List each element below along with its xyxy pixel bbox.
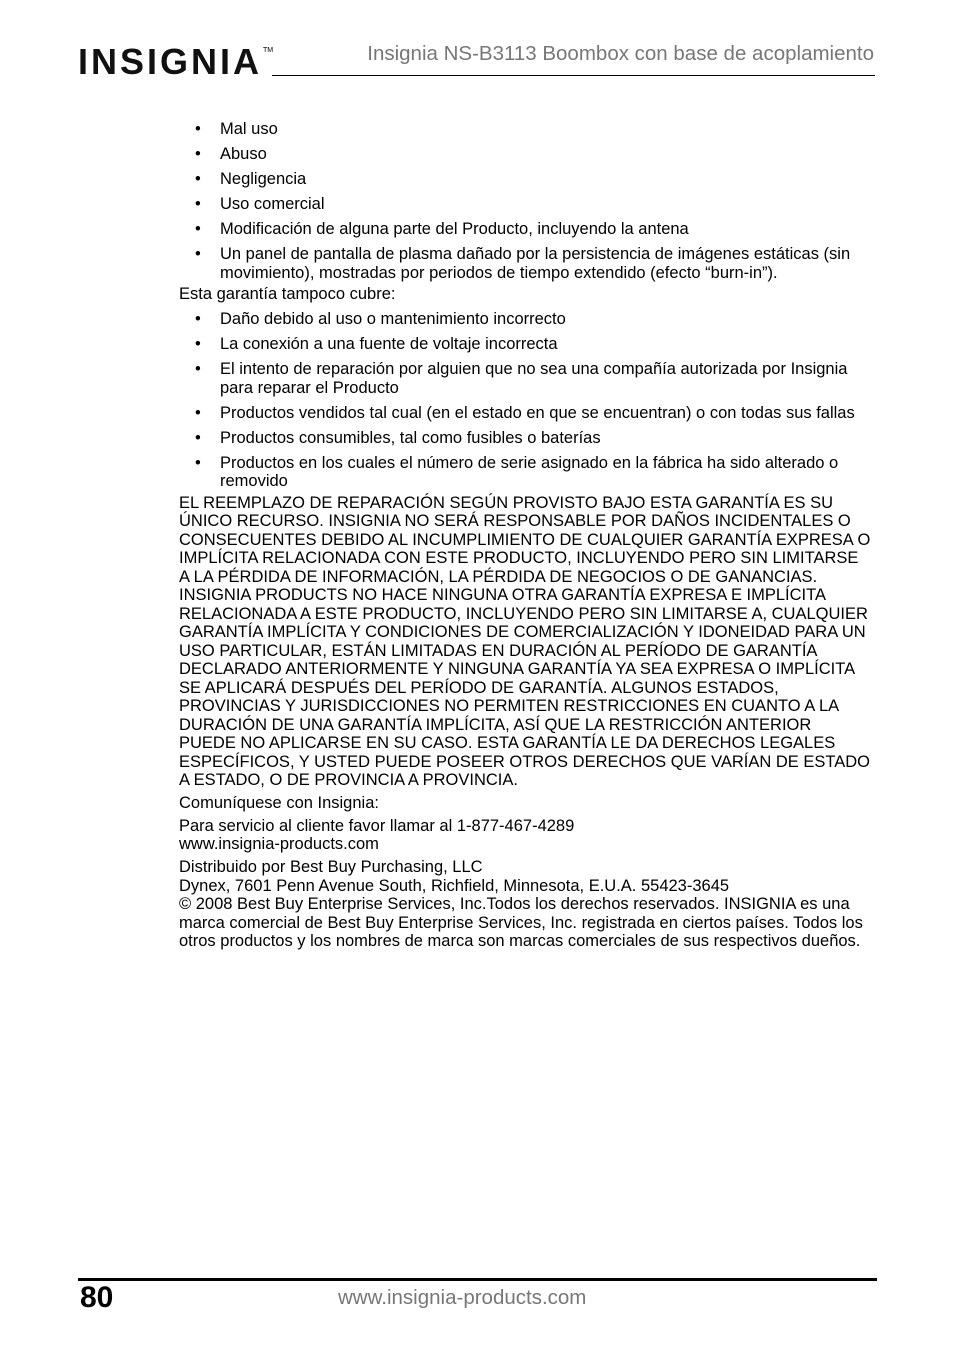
- list-item: • La conexión a una fuente de voltaje incorrecta: [195, 335, 558, 353]
- list-item: • Uso comercial: [195, 195, 325, 213]
- logo-trademark: TM: [263, 46, 274, 54]
- page-content: [179, 120, 871, 955]
- list-item: • Abuso: [195, 145, 267, 163]
- list-item: • Mal uso: [195, 120, 278, 138]
- bullet-icon: •: [195, 245, 201, 263]
- bullet-icon: •: [195, 145, 201, 163]
- footer-rule: [78, 1278, 877, 1281]
- address-line: Dynex, 7601 Penn Avenue South, Richfield, Minnesota, E.U.A. 55423-3645: [179, 876, 730, 895]
- also-not-covered-text: Esta garantía tampoco cubre:: [179, 285, 396, 303]
- bullet-icon: •: [195, 170, 201, 188]
- header-rule: [272, 75, 875, 76]
- list-item: • Negligencia: [195, 170, 307, 188]
- distributor-line: Distribuido por Best Buy Purchasing, LLC: [179, 858, 483, 876]
- bullet-icon: •: [195, 120, 201, 138]
- list-item: • Productos vendidos tal cual (en el estado en que se encuentran) o con todas sus fallas: [195, 403, 855, 422]
- list-item: • Modificación de alguna parte del Producto, incluyendo la antena: [195, 220, 689, 238]
- list-item: • Daño debido al uso o mantenimiento incorrecto: [195, 310, 566, 328]
- copyright-notice: © 2008 Best Buy Enterprise Services, Inc.Todos los derechos reservados. INSIGNIA es una marca comercial de Best Buy Enterprise Services, Inc. registrada en ciertos países. Todos los otros productos y los nombres de marca son marcas comerciales de sus respectivos dueños.: [179, 895, 863, 950]
- bullet-icon: •: [195, 220, 201, 238]
- bullet-icon: •: [195, 335, 201, 353]
- header-title: Insignia NS-B3113 Boombox con base de acoplamiento: [367, 42, 874, 65]
- bullet-icon: •: [195, 360, 201, 378]
- list-item: • Un panel de pantalla de plasma dañado por la persistencia de imágenes estáticas (sin movimiento), mostradas por periodos de tiempo extendido (efecto “burn-in”).: [195, 245, 851, 282]
- list-item: • El intento de reparación por alguien que no sea una compañía autorizada por Insignia para reparar el Producto: [195, 360, 848, 397]
- distribution-block: [179, 858, 871, 951]
- contact-block: [179, 817, 871, 854]
- bullet-icon: •: [195, 453, 201, 472]
- bullet-icon: •: [195, 310, 201, 328]
- page-number: 80: [80, 1281, 114, 1314]
- contact-website: www.insignia-products.com: [179, 835, 379, 853]
- customer-service-line: Para servicio al cliente favor llamar al 1-877-467-4289: [179, 816, 575, 835]
- bullet-icon: •: [195, 428, 201, 447]
- additional-exclusions-list: [179, 310, 871, 491]
- bullet-icon: •: [195, 195, 201, 213]
- warranty-disclaimer: EL REEMPLAZO DE REPARACIÓN SEGÚN PROVISTO BAJO ESTA GARANTÍA ES SU ÚNICO RECURSO. INSIGNIA NO SERÁ RESPONSABLE POR DAÑOS INCIDENTALES O CONSECUENTES DEBIDO AL INCUMPLIMIENTO DE CUALQUIER GARANTÍA EXPRESA O IMPLÍCITA RELACIONADA CON ESTE PRODUCTO, INCLUYENDO PERO SIN LIMITARSE A LA PÉRDIDA DE INFORMACIÓN, LA PÉRDIDA DE NEGOCIOS O DE GANANCIAS. INSIGNIA PRODUCTS NO HACE NINGUNA OTRA GARANTÍA EXPRESA E IMPLÍCITA RELACIONADA A ESTE PRODUCTO, INCLUYENDO PERO SIN LIMITARSE A, CUALQUIER GARANTÍA IMPLÍCITA Y CONDICIONES DE COMERCIALIZACIÓN Y IDONEIDAD PARA UN USO PARTICULAR, ESTÁN LIMITADAS EN DURACIÓN AL PERÍODO DE GARANTÍA DECLARADO ANTERIORMENTE Y NINGUNA GARANTÍA YA SEA EXPRESA O IMPLÍCITA SE APLICARÁ DESPUÉS DEL PERÍODO DE GARANTÍA. ALGUNOS ESTADOS, PROVINCIAS Y JURISDICCIONES NO PERMITEN RESTRICCIONES EN CUANTO A LA DURACIÓN DE UNA GARANTÍA IMPLÍCITA, ASÍ QUE LA RESTRICCIÓN ANTERIOR PUEDE NO APLICARSE EN SU CASO. ESTA GARANTÍA LE DA DERECHOS LEGALES ESPECÍFICOS, Y USTED PUEDE POSEER OTROS DERECHOS QUE VARÍAN DE ESTADO A ESTADO, O DE PROVINCIA A PROVINCIA.: [179, 493, 871, 789]
- bullet-icon: •: [195, 403, 201, 422]
- footer-url: www.insignia-products.com: [338, 1286, 587, 1309]
- list-item: • Productos en los cuales el número de serie asignado en la fábrica ha sido alterado o removido: [195, 453, 839, 490]
- contact-heading: Comuníquese con Insignia:: [179, 793, 379, 812]
- insignia-logo: [78, 36, 273, 88]
- logo-text: INSIGNIA: [78, 41, 263, 82]
- exclusions-list: [179, 120, 871, 282]
- list-item: • Productos consumibles, tal como fusibles o baterías: [195, 428, 601, 447]
